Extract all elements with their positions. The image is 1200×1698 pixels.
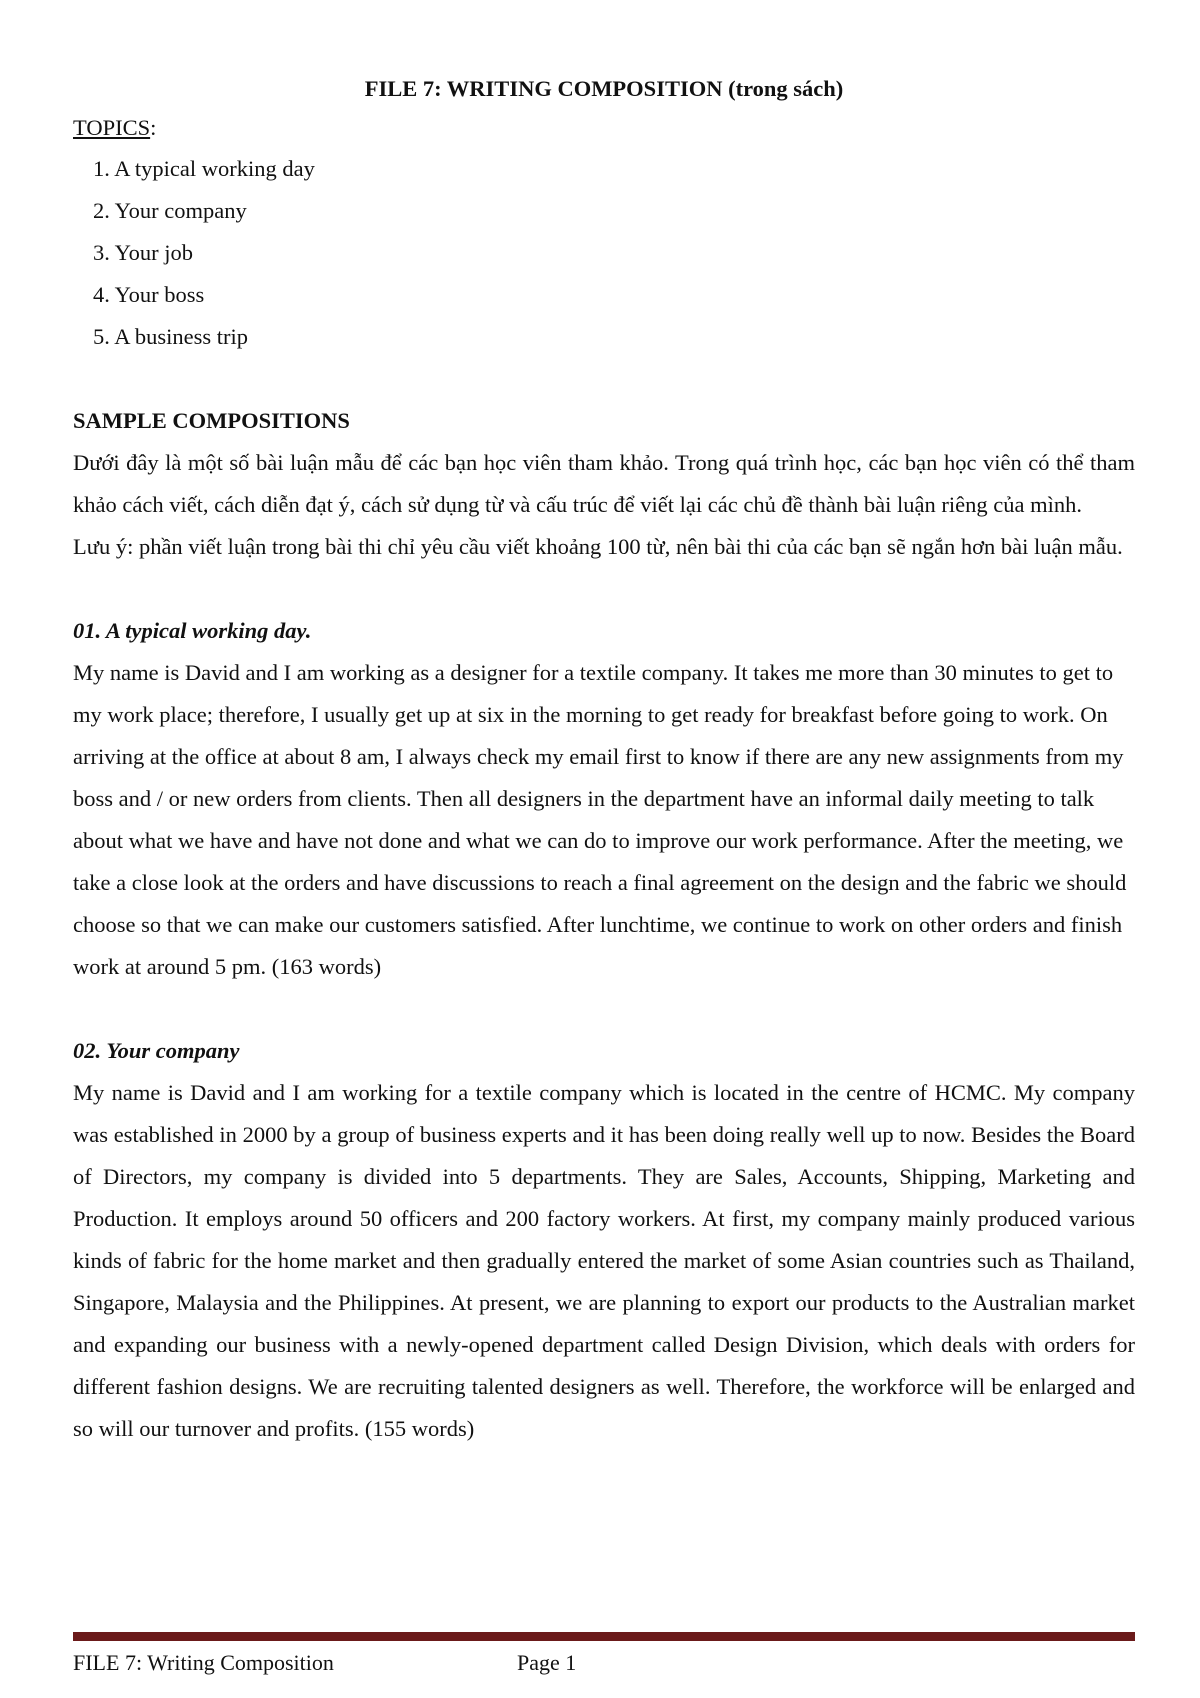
- page-number: Page 1: [517, 1650, 577, 1675]
- spacer: [73, 568, 1135, 610]
- samples-note: Lưu ý: phần viết luận trong bài thi chỉ yêu cầu viết khoảng 100 từ, nên bài thi của các bạn sẽ ngắn hơn bài luận mẫu.: [73, 534, 1123, 559]
- topics-heading-label: TOPICS: [73, 115, 151, 140]
- essay-body: My name is David and I am working for a textile company which is located in the centre of HCMC. My company was established in 2000 by a group of business experts and it has been doing really well up to now. Besides the Board of Directors, my company is divided into 5 departments. They are Sales, Accounts, Shipping, Marketing and Production. It employs around 50 officers and 200 factory workers. At first, my company mainly produced various kinds of fabric for the home market and then gradually entered the market of some Asian countries such as Thailand, Singapore, Malaysia and the Philippines. At present, we are planning to export our products to the Australian market and expanding our business with a newly-opened department called Design Division, which deals with orders for different fashion designs. We are recruiting talented designers as well. Therefore, the workforce will be enlarged and so will our turnover and profits. (155 words): [73, 1080, 1135, 1441]
- topics-list: [73, 148, 1135, 358]
- spacer: [73, 358, 1135, 400]
- footer-rule: [73, 1632, 1135, 1641]
- document-body: [73, 70, 1135, 1450]
- topic-item: 3. Your job: [93, 240, 194, 265]
- topics-heading-colon: :: [150, 115, 157, 140]
- essay-heading: 02. Your company: [73, 1038, 240, 1063]
- page-title: FILE 7: WRITING COMPOSITION (trong sách): [364, 76, 844, 101]
- essay-body: My name is David and I am working as a designer for a textile company. It takes me more than 30 minutes to get to my work place; therefore, I usually get up at six in the morning to get ready for breakfast before going to work. On arriving at the office at about 8 am, I always check my email first to know if there are any new assignments from my boss and / or new orders from clients. Then all designers in the department have an informal daily meeting to talk about what we have and have not done and what we can do to improve our work performance. After the meeting, we take a close look at the orders and have discussions to reach a final agreement on the design and the fabric we should choose so that we can make our customers satisfied. After lunchtime, we continue to work on other orders and finish work at around 5 pm. (163 words): [73, 660, 1127, 979]
- topics-heading: [73, 108, 1135, 148]
- footer-title: FILE 7: Writing Composition: [73, 1650, 334, 1675]
- spacer: [73, 988, 1135, 1030]
- topic-item: 4. Your boss: [93, 282, 205, 307]
- topic-item: 1. A typical working day: [93, 156, 315, 181]
- topic-item: 5. A business trip: [93, 324, 249, 349]
- samples-intro: Dưới đây là một số bài luận mẫu để các bạn học viên tham khảo. Trong quá trình học, các bạn học viên có thể tham khảo cách viết, cách diễn đạt ý, cách sử dụng từ và cấu trúc để viết lại các chủ đề thành bài luận riêng của mình.: [73, 450, 1135, 517]
- essay-heading: 01. A typical working day.: [73, 618, 312, 643]
- topic-item: 2. Your company: [93, 198, 247, 223]
- samples-heading: SAMPLE COMPOSITIONS: [73, 408, 350, 433]
